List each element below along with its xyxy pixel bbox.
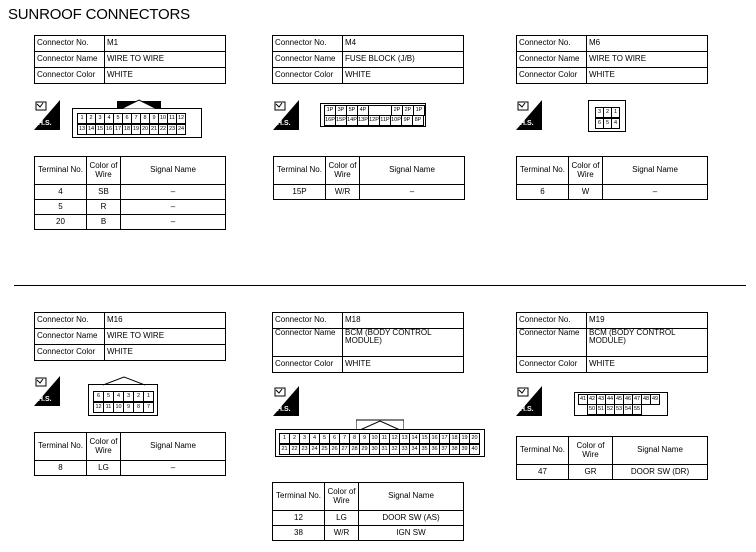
connector-pin: 12P (368, 115, 380, 126)
header-signal-name: Signal Name (121, 157, 226, 185)
hs-icon (273, 100, 299, 130)
connector-pin: 20 (140, 124, 150, 135)
connector-pin: 49 (650, 394, 660, 405)
connector-pin: 52 (605, 404, 615, 415)
connector-pin: 8 (133, 402, 144, 413)
header-color-of-wire: Color of Wire (326, 157, 360, 185)
connector-pin: 55 (632, 404, 642, 415)
hs-label: H.S. (38, 120, 52, 127)
connector-pin: 51 (596, 404, 606, 415)
terminal-no: 5 (35, 200, 87, 215)
connector-pin: 19 (459, 433, 470, 444)
connector-pin: 5 (603, 118, 612, 129)
terminal-table-m1 (34, 156, 226, 230)
connector-pin: 14 (86, 124, 96, 135)
terminal-no: 20 (35, 215, 87, 230)
label-connector-no: Connector No. (35, 313, 105, 329)
connector-pin: 36 (429, 444, 440, 455)
pin-row-2 (324, 115, 423, 126)
connector-pin: 48 (641, 394, 651, 405)
header-signal-name: Signal Name (603, 157, 708, 185)
label-connector-color: Connector Color (517, 68, 587, 84)
connector-pin: 1 (77, 113, 87, 124)
connector-pin: 9P (401, 115, 413, 126)
label-connector-no: Connector No. (517, 313, 587, 329)
value-connector-name: BCM (BODY CONTROL MODULE) (343, 329, 464, 357)
value-connector-color: WHITE (343, 68, 464, 84)
connector-pin: 38 (449, 444, 460, 455)
connector-pin: 12 (176, 113, 186, 124)
signal-name: – (603, 185, 708, 200)
connector-pin: 26 (329, 444, 340, 455)
terminal-no: 12 (273, 511, 325, 526)
signal-name: – (121, 461, 226, 476)
label-connector-name: Connector Name (517, 329, 587, 357)
connector-pin: 1 (611, 107, 620, 118)
section-divider (14, 285, 746, 286)
hs-label: H.S. (520, 406, 534, 413)
value-connector-no: M1 (105, 36, 226, 52)
connector-face-m4 (320, 103, 426, 127)
connector-pin: 18 (122, 124, 132, 135)
connector-pin: 4 (104, 113, 114, 124)
connector-pin: 5 (113, 113, 123, 124)
pin-row-2 (279, 444, 479, 455)
header-color-of-wire: Color of Wire (569, 157, 603, 185)
hs-label: H.S. (277, 406, 291, 413)
connector-pin: 40 (469, 444, 480, 455)
connector-pin: 3 (123, 391, 134, 402)
connector-pin: 42 (587, 394, 597, 405)
terminal-table-m16 (34, 432, 226, 476)
signal-name: DOOR SW (AS) (359, 511, 464, 526)
connector-pin: 16 (104, 124, 114, 135)
label-connector-name: Connector Name (517, 52, 587, 68)
connector-pin: 11P (379, 115, 391, 126)
connector-info-m1 (34, 35, 226, 84)
terminal-table-m4 (273, 156, 465, 200)
connector-pin: 33 (399, 444, 410, 455)
connector-pin: 2P (391, 105, 403, 116)
connector-info-m18 (272, 312, 464, 373)
value-connector-no: M6 (587, 36, 708, 52)
connector-latch (356, 418, 404, 430)
connector-pin: 13 (77, 124, 87, 135)
connector-pin: 17 (113, 124, 123, 135)
connector-pin: 1 (279, 433, 290, 444)
connector-pin: 2 (603, 107, 612, 118)
connector-pin: 13P (357, 115, 369, 126)
table-row (35, 215, 226, 230)
header-signal-name: Signal Name (613, 437, 708, 465)
connector-face-m1 (72, 108, 202, 138)
header-terminal-no: Terminal No. (517, 157, 569, 185)
connector-pin: 3 (595, 107, 604, 118)
label-connector-name: Connector Name (273, 329, 343, 357)
connector-pin: 4 (309, 433, 320, 444)
connector-pin: 44 (605, 394, 615, 405)
table-row (273, 511, 464, 526)
connector-pin: 11 (379, 433, 390, 444)
connector-pin: 9 (359, 433, 370, 444)
connector-pin: 14P (346, 115, 358, 126)
connector-pin: 47 (632, 394, 642, 405)
connector-pin: 6 (122, 113, 132, 124)
connector-latch (117, 99, 161, 109)
signal-name: – (121, 200, 226, 215)
connector-pin: 23 (167, 124, 177, 135)
wire-color: B (87, 215, 121, 230)
label-connector-color: Connector Color (35, 68, 105, 84)
connector-pin: 15 (95, 124, 105, 135)
wire-color: W/R (326, 185, 360, 200)
value-connector-name: WIRE TO WIRE (587, 52, 708, 68)
label-connector-color: Connector Color (273, 68, 343, 84)
connector-pin: 6 (595, 118, 604, 129)
terminal-no: 38 (273, 526, 325, 541)
connector-pin: 10 (158, 113, 168, 124)
connector-pin: 16P (324, 115, 336, 126)
value-connector-color: WHITE (105, 345, 226, 361)
connector-pin: 9 (149, 113, 159, 124)
connector-pin: 46 (623, 394, 633, 405)
connector-pin: 31 (379, 444, 390, 455)
connector-pin: 24 (309, 444, 320, 455)
connector-pin: 2P (402, 105, 414, 116)
connector-pin: 10P (390, 115, 402, 126)
hs-icon (34, 100, 60, 130)
label-connector-name: Connector Name (35, 52, 105, 68)
connector-pin: 8 (140, 113, 150, 124)
connector-pin: 7 (131, 113, 141, 124)
connector-pin: 34 (409, 444, 420, 455)
connector-pin: 43 (596, 394, 606, 405)
connector-pin: 4 (611, 118, 620, 129)
connector-info-m16 (34, 312, 226, 361)
wire-color: SB (87, 185, 121, 200)
header-terminal-no: Terminal No. (35, 433, 87, 461)
pin-row-2 (587, 404, 641, 415)
value-connector-name: BCM (BODY CONTROL MODULE) (587, 329, 708, 357)
signal-name: IGN SW (359, 526, 464, 541)
label-connector-no: Connector No. (35, 36, 105, 52)
connector-pin: 20 (469, 433, 480, 444)
connector-pin: 4P (357, 105, 369, 116)
connector-pin: 19 (131, 124, 141, 135)
connector-pin: 30 (369, 444, 380, 455)
table-row (35, 200, 226, 215)
table-row (517, 185, 708, 200)
value-connector-color: WHITE (587, 68, 708, 84)
value-connector-name: WIRE TO WIRE (105, 52, 226, 68)
connector-pin: 12 (389, 433, 400, 444)
connector-pin: 14 (409, 433, 420, 444)
value-connector-name: WIRE TO WIRE (105, 329, 226, 345)
connector-pin: 15 (419, 433, 430, 444)
terminal-table-m19 (516, 436, 708, 480)
pin-row-2 (77, 124, 185, 135)
connector-pin: 22 (158, 124, 168, 135)
table-row (517, 465, 708, 480)
connector-pin: 39 (459, 444, 470, 455)
connector-face-m19 (574, 392, 668, 416)
header-terminal-no: Terminal No. (273, 483, 325, 511)
wire-color: LG (325, 511, 359, 526)
connector-pin: 11 (167, 113, 177, 124)
connector-pin: 23 (299, 444, 310, 455)
label-connector-name: Connector Name (35, 329, 105, 345)
connector-latch (103, 376, 145, 386)
connector-pin: 21 (279, 444, 290, 455)
connector-info-m4 (272, 35, 464, 84)
pin-row-2 (595, 118, 619, 129)
value-connector-color: WHITE (105, 68, 226, 84)
connector-face-m6 (588, 100, 626, 132)
connector-pin: 24 (176, 124, 186, 135)
connector-pin: 6 (329, 433, 340, 444)
connector-pin: 17 (439, 433, 450, 444)
pin-row-1 (93, 391, 153, 402)
connector-pin: 45 (614, 394, 624, 405)
label-connector-no: Connector No. (273, 36, 343, 52)
label-connector-color: Connector Color (273, 357, 343, 373)
connector-pin: 10 (113, 402, 124, 413)
connector-pin: 8P (412, 115, 424, 126)
connector-pin: 7 (339, 433, 350, 444)
connector-face-m18 (275, 429, 485, 457)
label-connector-color: Connector Color (517, 357, 587, 373)
connector-pin: 1 (143, 391, 154, 402)
wire-color: W/R (325, 526, 359, 541)
wire-color: R (87, 200, 121, 215)
header-color-of-wire: Color of Wire (325, 483, 359, 511)
connector-pin: 1P (324, 105, 336, 116)
connector-pin: 3 (299, 433, 310, 444)
label-connector-name: Connector Name (273, 52, 343, 68)
value-connector-color: WHITE (587, 357, 708, 373)
value-connector-name: FUSE BLOCK (J/B) (343, 52, 464, 68)
connector-pin: 10 (369, 433, 380, 444)
connector-pin: 5 (103, 391, 114, 402)
pin-row-1 (77, 113, 185, 124)
hs-icon (34, 376, 60, 406)
pin-row-1 (595, 107, 619, 118)
connector-pin: 41 (578, 394, 588, 405)
signal-name: – (121, 185, 226, 200)
connector-pin: 27 (339, 444, 350, 455)
wire-color: GR (569, 465, 613, 480)
connector-pin: 21 (149, 124, 159, 135)
page-title: SUNROOF CONNECTORS (8, 6, 190, 23)
connector-pin: 29 (359, 444, 370, 455)
connector-pin: 22 (289, 444, 300, 455)
hs-label: H.S. (38, 396, 52, 403)
value-connector-no: M18 (343, 313, 464, 329)
connector-info-m19 (516, 312, 708, 373)
header-signal-name: Signal Name (121, 433, 226, 461)
terminal-table-m18 (272, 482, 464, 541)
connector-pin: 11 (103, 402, 114, 413)
connector-pin: 2 (289, 433, 300, 444)
label-connector-color: Connector Color (35, 345, 105, 361)
label-connector-no: Connector No. (273, 313, 343, 329)
hs-icon (516, 386, 542, 416)
header-signal-name: Signal Name (359, 483, 464, 511)
hs-label: H.S. (277, 120, 291, 127)
wire-color: W (569, 185, 603, 200)
connector-pin: 9 (123, 402, 134, 413)
header-color-of-wire: Color of Wire (569, 437, 613, 465)
connector-pin: 18 (449, 433, 460, 444)
connector-pin: 35 (419, 444, 430, 455)
connector-pin: 50 (587, 404, 597, 415)
connector-pin: 5P (346, 105, 358, 116)
connector-pin: 13 (399, 433, 410, 444)
header-terminal-no: Terminal No. (517, 437, 569, 465)
connector-pin: 53 (614, 404, 624, 415)
connector-pin: 12 (93, 402, 104, 413)
terminal-no: 15P (274, 185, 326, 200)
terminal-no: 4 (35, 185, 87, 200)
value-connector-no: M19 (587, 313, 708, 329)
connector-pin: 32 (389, 444, 400, 455)
hs-icon (273, 386, 299, 416)
connector-pin: 16 (429, 433, 440, 444)
connector-pin: 4 (113, 391, 124, 402)
signal-name: – (121, 215, 226, 230)
header-color-of-wire: Color of Wire (87, 433, 121, 461)
table-row (274, 185, 465, 200)
table-row (273, 526, 464, 541)
connector-face-m16 (88, 384, 158, 416)
terminal-no: 47 (517, 465, 569, 480)
connector-pin: 3 (95, 113, 105, 124)
connector-pin: 2 (86, 113, 96, 124)
header-color-of-wire: Color of Wire (87, 157, 121, 185)
connector-pin: 37 (439, 444, 450, 455)
header-signal-name: Signal Name (360, 157, 465, 185)
value-connector-color: WHITE (343, 357, 464, 373)
header-terminal-no: Terminal No. (274, 157, 326, 185)
label-connector-no: Connector No. (517, 36, 587, 52)
connector-pin: 3P (335, 105, 347, 116)
connector-pin: 15P (335, 115, 347, 126)
table-row (35, 185, 226, 200)
connector-pin: 6 (93, 391, 104, 402)
hs-label: H.S. (520, 120, 534, 127)
connector-pin: 2 (133, 391, 144, 402)
connector-pin: 7 (143, 402, 154, 413)
pin-row-2 (93, 402, 153, 413)
hs-icon (516, 100, 542, 130)
connector-pin: 1P (413, 105, 425, 116)
signal-name: – (360, 185, 465, 200)
connector-pin: 28 (349, 444, 360, 455)
signal-name: DOOR SW (DR) (613, 465, 708, 480)
header-terminal-no: Terminal No. (35, 157, 87, 185)
connector-pin: 25 (319, 444, 330, 455)
terminal-table-m6 (516, 156, 708, 200)
connector-pin: 5 (319, 433, 330, 444)
value-connector-no: M16 (105, 313, 226, 329)
value-connector-no: M4 (343, 36, 464, 52)
terminal-no: 8 (35, 461, 87, 476)
wire-color: LG (87, 461, 121, 476)
connector-pin: 54 (623, 404, 633, 415)
pin-row-1 (279, 433, 479, 444)
terminal-no: 6 (517, 185, 569, 200)
table-row (35, 461, 226, 476)
connector-info-m6 (516, 35, 708, 84)
connector-pin: 8 (349, 433, 360, 444)
